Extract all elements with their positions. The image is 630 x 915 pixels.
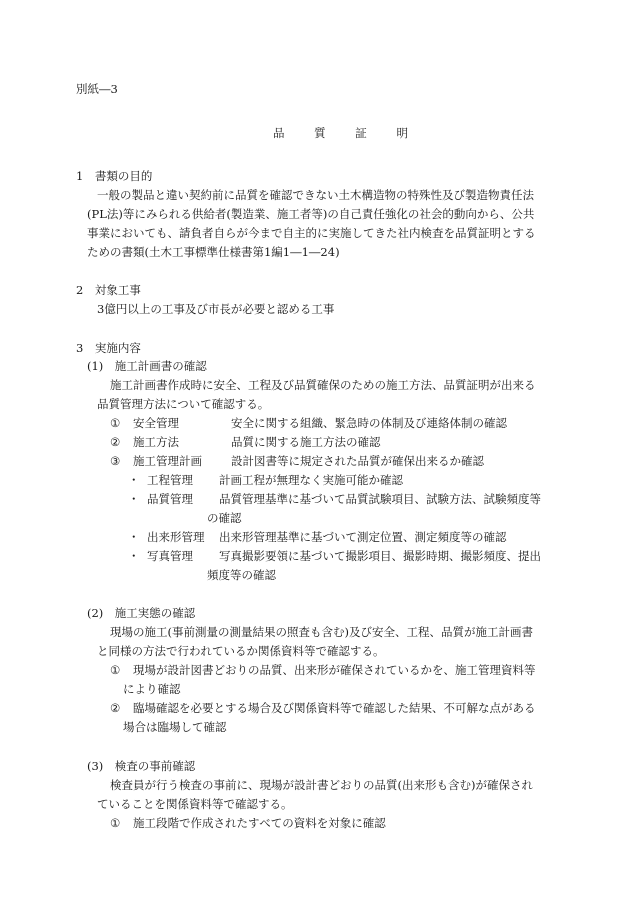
section-2-line: 3億円以上の工事及び市長が必要と認める工事 [97,302,335,316]
bullet-name: 出来形管理 [147,530,205,544]
item-number: ① [110,663,121,677]
section-2-heading: 2 対象工事 [76,283,141,297]
item-number: ③ [110,454,121,468]
item-text-continuation: により確認 [123,682,181,696]
item-text-continuation: 場合は臨場して確認 [123,720,227,734]
subsection-1-heading: (1) 施工計画書の確認 [87,359,207,373]
subsection-3-line: ていることを関係資料等で確認する。 [97,797,293,811]
section-1-line: 一般の製品と違い契約前に品質を確認できない土木構造物の特殊性及び製造物責任法 [97,188,534,202]
section-1-line: ための書類(土木工事標準仕様書第1編1―1―24) [87,245,340,259]
subsection-1-line: 品質管理方法について確認する。 [97,397,270,411]
subsection-2-line: と同様の方法で行われているか関係資料等で確認する。 [97,644,385,658]
bullet-mark: ・ [128,549,140,563]
item-description: 品質に関する施工方法の確認 [231,435,381,449]
bullet-continuation: 頻度等の確認 [207,568,276,582]
item-number: ① [110,816,121,830]
bullet-description: 出来形管理基準に基づいて測定位置、測定頻度等の確認 [219,530,507,544]
subsection-3-line: 検査員が行う検査の事前に、現場が設計書どおりの品質(出来形も含む)が確保され [110,778,533,792]
item-text: 施工段階で作成されたすべての資料を対象に確認 [133,816,386,830]
item-name: 施工管理計画 [133,454,202,468]
item-number: ② [110,435,121,449]
section-1-line: 事業においても、請負者自らが今まで自主的に実施してきた社内検査を品質証明とする [87,226,536,240]
item-description: 安全に関する組織、緊急時の体制及び連絡体制の確認 [231,416,507,430]
attachment-label: 別紙―3 [76,82,118,96]
bullet-continuation: の確認 [207,511,242,525]
bullet-name: 工程管理 [147,473,193,487]
section-1-line: (PL法)等にみられる供給者(製造業、施工者等)の自己責任強化の社会的動向から、公共 [87,207,535,221]
bullet-description: 品質管理基準に基づいて品質試験項目、試験方法、試験頻度等 [219,492,541,506]
bullet-name: 品質管理 [147,492,193,506]
item-text: 現場が設計図書どおりの品質、出来形が確保されているかを、施工管理資料等 [133,663,536,677]
bullet-name: 写真管理 [147,549,193,563]
item-number: ① [110,416,121,430]
subsection-2-heading: (2) 施工実態の確認 [87,606,196,620]
subsection-3-heading: (3) 検査の事前確認 [87,759,196,773]
item-number: ② [110,701,121,715]
bullet-description: 写真撮影要領に基づいて撮影項目、撮影時期、撮影頻度、提出 [219,549,541,563]
document-title: 品 質 証 明 [273,126,421,140]
subsection-1-line: 施工計画書作成時に安全、工程及び品質確保のための施工方法、品質証明が出来る [110,378,536,392]
item-name: 安全管理 [133,416,179,430]
bullet-mark: ・ [128,473,140,487]
subsection-2-line: 現場の施工(事前測量の測量結果の照査も含む)及び安全、工程、品質が施工計画書 [110,625,533,639]
bullet-mark: ・ [128,530,140,544]
item-name: 施工方法 [133,435,179,449]
item-text: 臨場確認を必要とする場合及び関係資料等で確認した結果、不可解な点がある [133,701,536,715]
bullet-description: 計画工程が無理なく実施可能か確認 [219,473,403,487]
section-1-heading: 1 書類の目的 [76,169,153,183]
bullet-mark: ・ [128,492,140,506]
section-3-heading: 3 実施内容 [76,341,141,355]
item-description: 設計図書等に規定された品質が確保出来るか確認 [231,454,484,468]
